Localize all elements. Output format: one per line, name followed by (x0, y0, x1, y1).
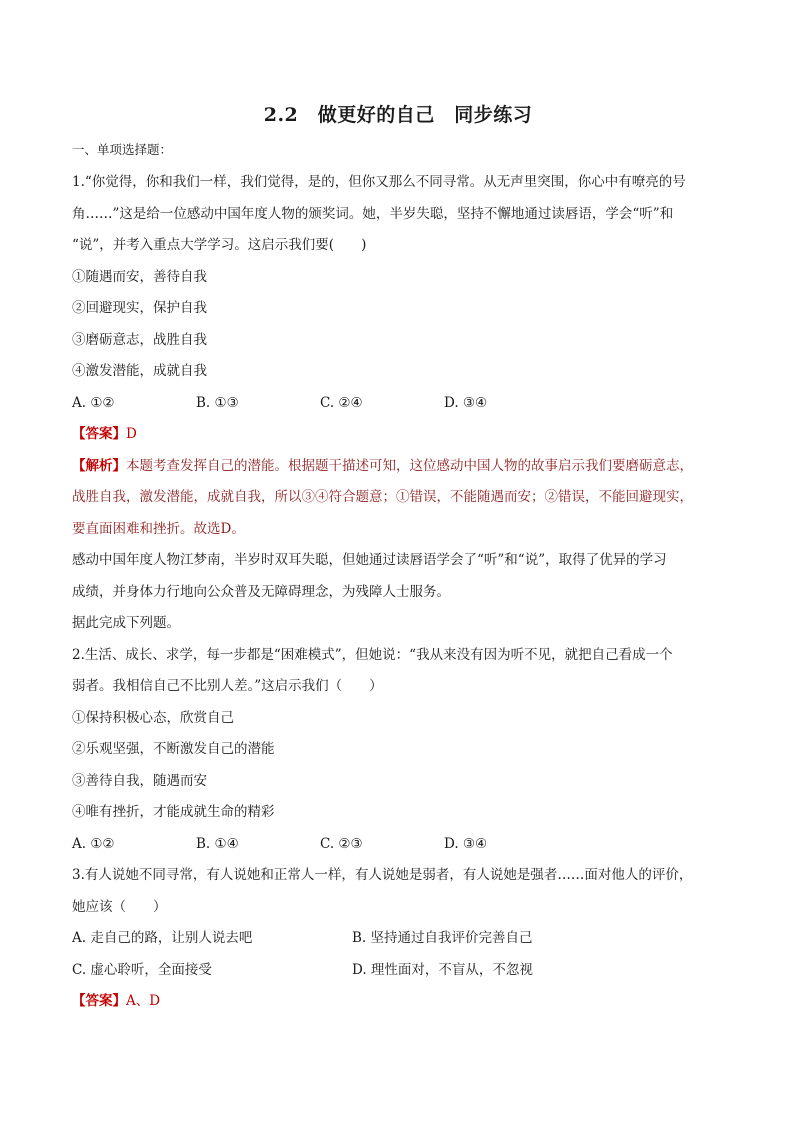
q1-analysis-line: 要直面困难和挫折。故选D。 (72, 520, 245, 537)
q3-option-a: A. 走自己的路，让别人说去吧 (72, 930, 253, 946)
q1-options (72, 388, 724, 420)
q2-stem-line: 2.生活、成长、求学，每一步都是“困难模式”，但她说：“我从来没有因为听不见，就把自己看成一个 (72, 646, 673, 663)
answer-value: D (126, 426, 137, 442)
material-line: 感动中国年度人物江梦南，半岁时双耳失聪，但她通过读唇语学会了“听”和“说”，取得了优异的学习 (72, 552, 667, 568)
q2-item: ②乐观坚强，不断激发自己的潜能 (72, 741, 275, 757)
question-1 (72, 167, 724, 545)
q2-option-b: B. ①④ (196, 835, 239, 852)
q1-answer (72, 419, 724, 451)
q2-option-c: C. ②③ (320, 835, 363, 852)
answer-label: 【答案】 (72, 993, 126, 1009)
material-instruction: 据此完成下列题。 (72, 615, 180, 631)
question-2 (72, 640, 724, 861)
q1-option-a: A. ①② (72, 394, 115, 411)
answer-value: A、D (126, 993, 161, 1009)
q1-item: ②回避现实，保护自我 (72, 300, 207, 316)
q3-options-row (72, 923, 724, 955)
q1-option-c: C. ②④ (320, 394, 363, 411)
q1-item: ④激发潜能，成就自我 (72, 363, 207, 379)
q1-stem-line: 角……”这是给一位感动中国年度人物的颁奖词。她，半岁失聪，坚持不懈地通过读唇语，学会“听”和 (72, 205, 674, 222)
q2-option-a: A. ①② (72, 835, 115, 852)
q3-answer (72, 986, 724, 1018)
q2-stem-line: 弱者。我相信自己不比别人差。”这启示我们（ ） (72, 678, 383, 694)
q3-stem-line: 3.有人说她不同寻常，有人说她和正常人一样，有人说她是弱者，有人说她是强者……面对他人的评价， (72, 867, 693, 883)
analysis-text: 本题考查发挥自己的潜能。根据题干描述可知，这位感动中国人物的故事启示我们要磨砺意志， (126, 457, 693, 474)
q3-option-d: D. 理性面对，不盲从，不忽视 (352, 961, 533, 978)
reading-material (72, 545, 724, 640)
q1-analysis-line (72, 451, 724, 483)
q1-stem-line: 1.“你觉得，你和我们一样，我们觉得，是的，但你又那么不同寻常。从无声里突围，你心中有嘹亮的号 (72, 174, 686, 190)
q1-analysis-line: 战胜自我，激发潜能，成就自我，所以③④符合题意；①错误，不能随遇而安；②错误，不能回避现实， (72, 489, 693, 505)
analysis-label: 【解析】 (72, 457, 126, 474)
q2-item: ④唯有挫折，才能成就生命的精彩 (72, 804, 275, 820)
question-3 (72, 860, 724, 1018)
q1-option-d: D. ③④ (444, 394, 488, 411)
q3-stem-line: 她应该（ ） (72, 898, 167, 915)
q3-options-row (72, 955, 724, 987)
q2-item: ①保持积极心态，欣赏自己 (72, 709, 234, 726)
q2-item: ③善待自我，随遇而安 (72, 772, 207, 789)
q2-option-d: D. ③④ (444, 835, 488, 852)
q1-item: ①随遇而安，善待自我 (72, 268, 207, 285)
q2-options (72, 829, 724, 861)
answer-label: 【答案】 (72, 426, 126, 442)
q1-stem-line: “说”，并考入重点大学学习。这启示我们要( ) (72, 237, 367, 253)
q1-option-b: B. ①③ (196, 394, 239, 411)
q1-item: ③磨砺意志，战胜自我 (72, 331, 207, 348)
q3-option-b: B. 坚持通过自我评价完善自己 (352, 930, 533, 946)
page-title: 2.2 做更好的自己 同步练习 (263, 104, 533, 126)
material-line: 成绩，并身体力行地向公众普及无障碍理念，为残障人士服务。 (72, 583, 450, 600)
q3-option-c: C. 虚心聆听，全面接受 (72, 961, 212, 978)
section-heading: 一、单项选择题： (72, 142, 173, 157)
